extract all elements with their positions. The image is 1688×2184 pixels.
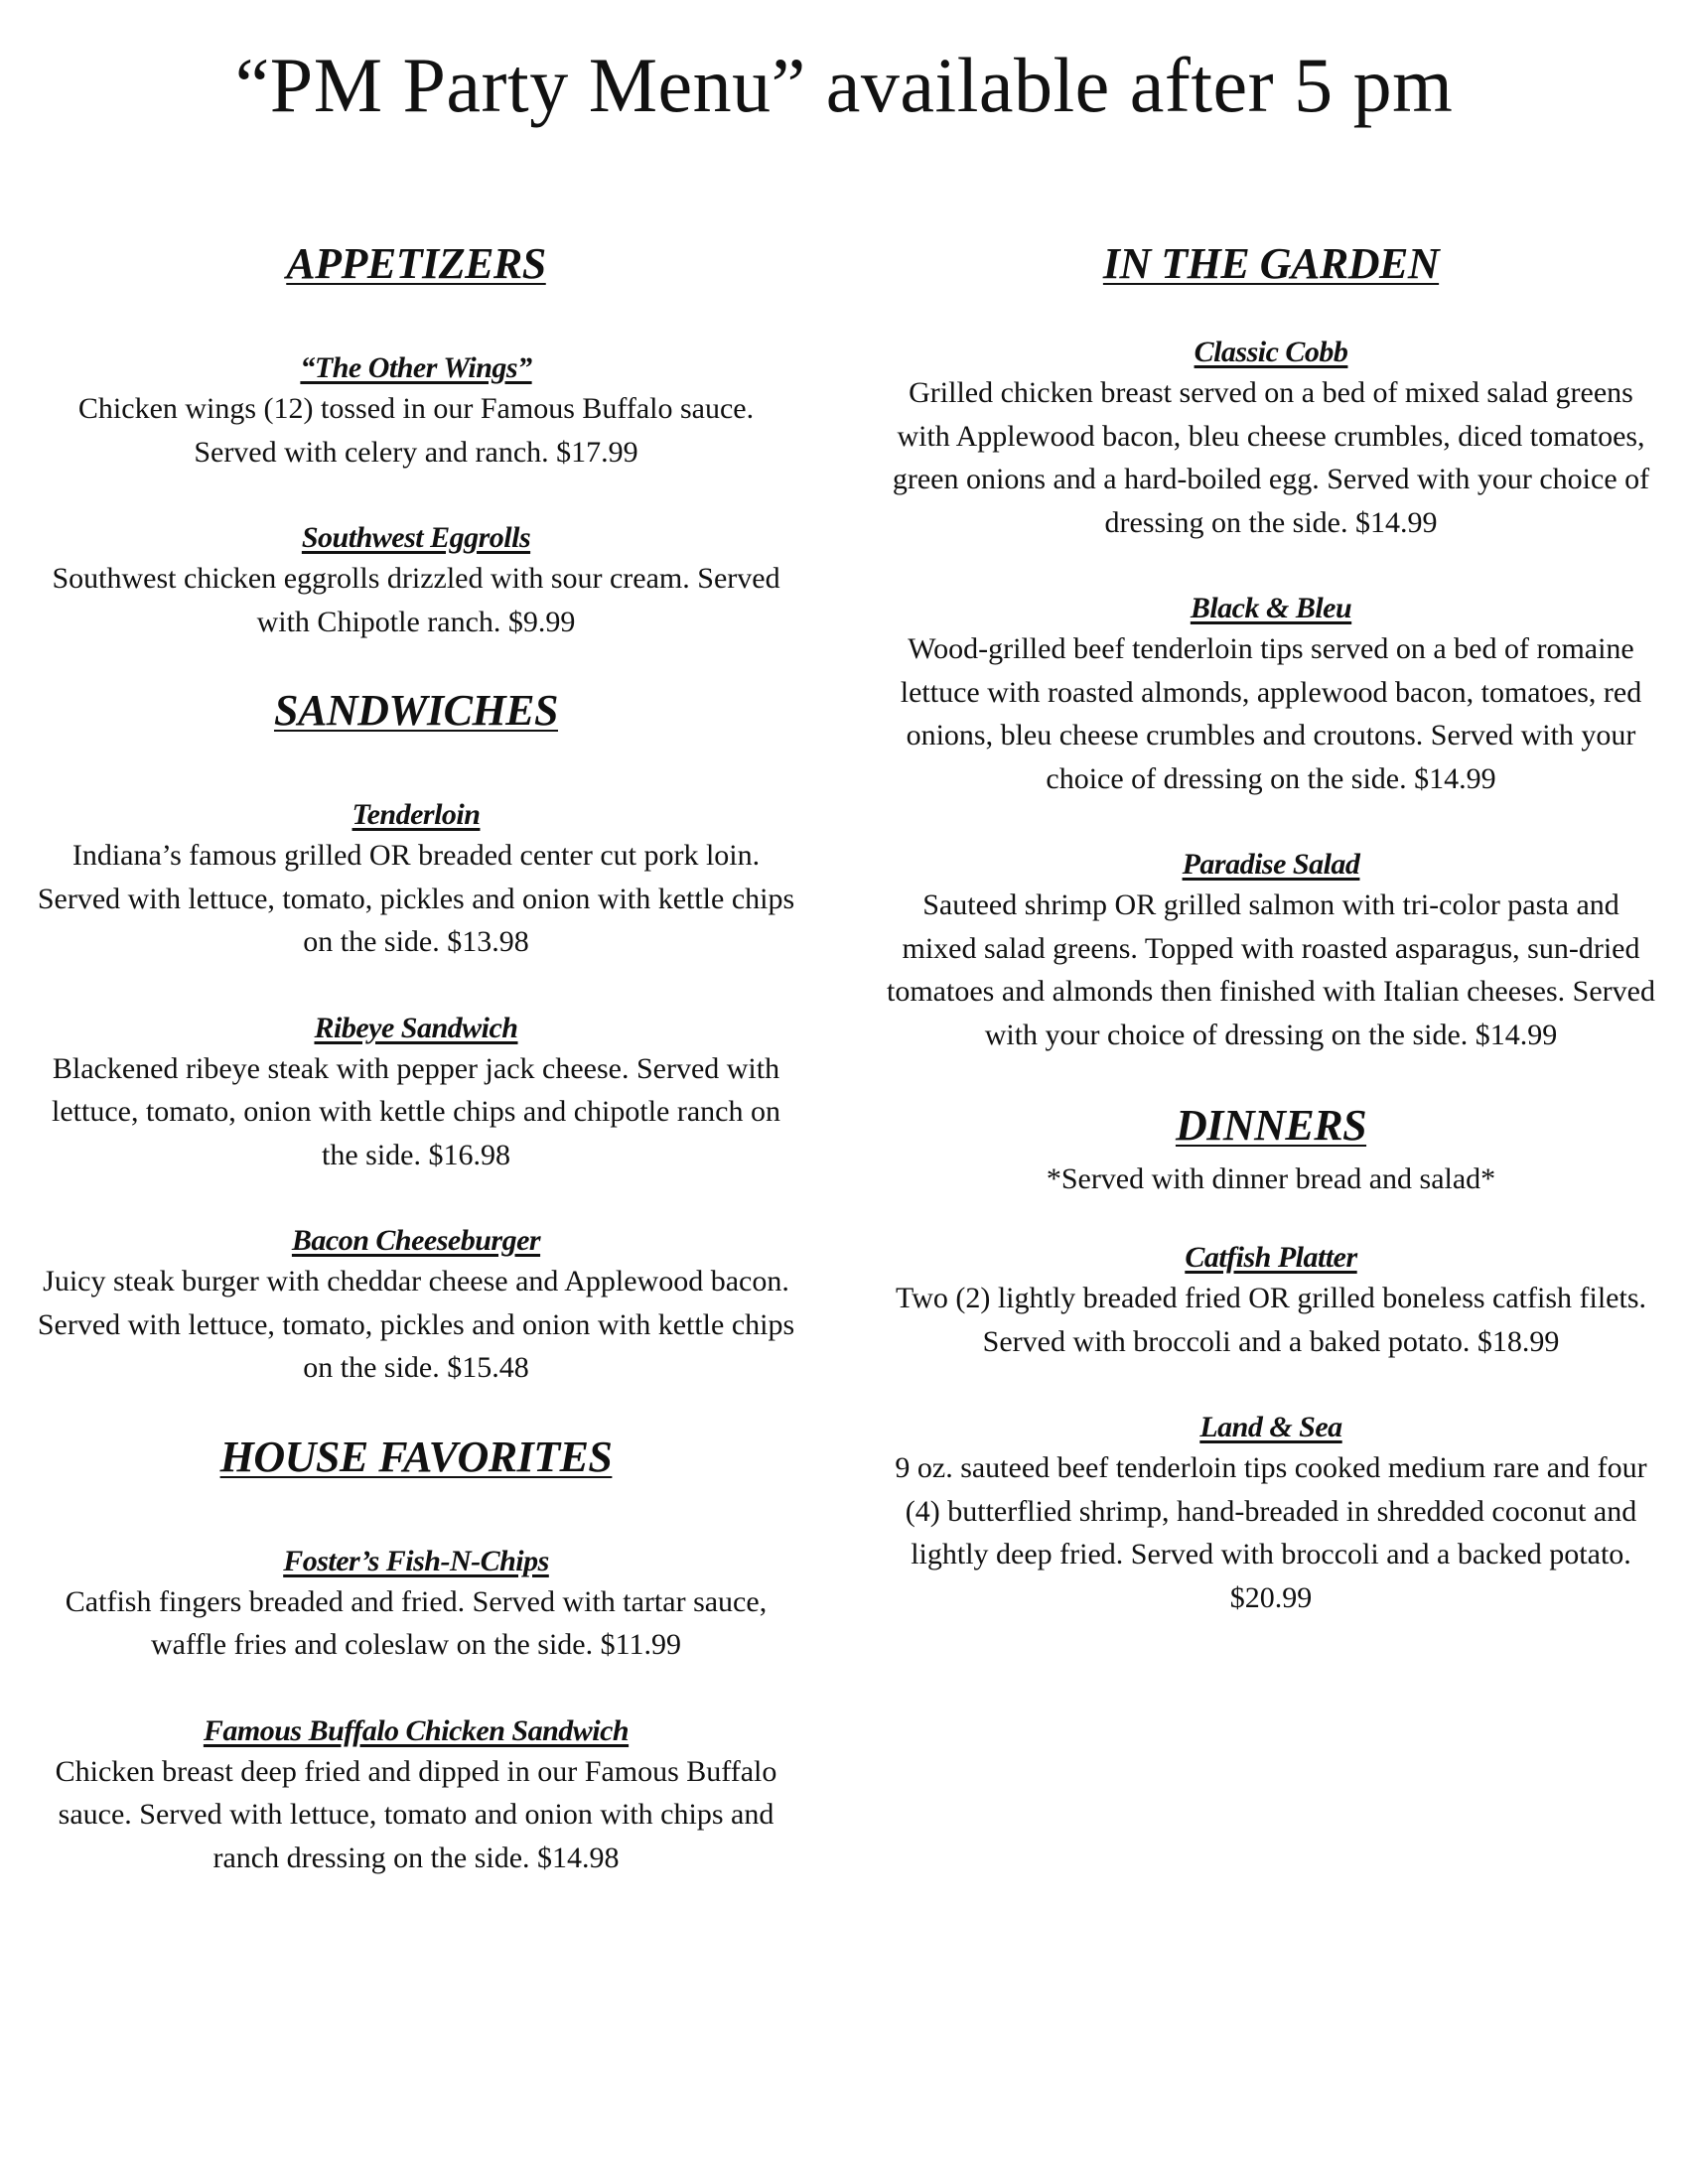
right-column <box>884 236 1658 1619</box>
item-name: Famous Buffalo Chicken Sandwich <box>203 1713 630 1747</box>
item-name: Paradise Salad <box>1182 848 1360 881</box>
item-description: Grilled chicken breast served on a bed of mixed salad greens with Applewood bacon, bleu cheese crumbles, diced tomatoes, green onions and a hard-boiled egg. Served with your choice of dressing on the side. $14.99 <box>892 376 1650 539</box>
page-title: “PM Party Menu” available after 5 pm <box>234 42 1454 128</box>
item-name: Bacon Cheeseburger <box>291 1224 541 1257</box>
section-appetizers <box>36 236 796 643</box>
section-in-the-garden <box>884 236 1658 1056</box>
section-house-favorites <box>36 1430 796 1880</box>
section-sandwiches <box>36 683 796 1390</box>
item-description: Blackened ribeye steak with pepper jack cheese. Served with lettuce, tomato, onion with kettle chips and chipotle ranch on the side. $16.98 <box>52 1051 780 1171</box>
item-description: Chicken breast deep fried and dipped in our Famous Buffalo sauce. Served with lettuce, tomato and onion with chips and ranch dressing on the side. $14.98 <box>55 1754 777 1874</box>
menu-item <box>884 334 1658 544</box>
menu-item <box>884 846 1658 1056</box>
item-name: Tenderloin <box>352 798 481 831</box>
menu-item <box>36 1543 796 1667</box>
menu-item <box>36 349 796 474</box>
section-heading: APPETIZERS <box>286 239 546 288</box>
section-dinners <box>884 1098 1658 1619</box>
item-name: Ribeye Sandwich <box>314 1011 518 1044</box>
menu-item <box>36 1222 796 1390</box>
item-name: Foster’s Fish-N-Chips <box>283 1544 549 1577</box>
item-name: Land & Sea <box>1199 1411 1342 1443</box>
item-description: Wood-grilled beef tenderloin tips served on a bed of romaine lettuce with roasted almonds, applewood bacon, tomatoes, red onions, bleu cheese crumbles and croutons. Served with your choice of dressing on the side. $14.99 <box>900 632 1642 795</box>
menu-item <box>36 1712 796 1880</box>
menu-item <box>36 1010 796 1177</box>
item-description: Two (2) lightly breaded fried OR grilled boneless catfish filets. Served with broccoli and a baked potato. $18.99 <box>895 1282 1647 1358</box>
item-description: 9 oz. sauteed beef tenderloin tips cooked medium rare and four (4) butterflied shrimp, hand-breaded in shredded coconut and lightly deep fried. Served with broccoli and a backed potato. $20.99 <box>895 1451 1647 1614</box>
section-heading: SANDWICHES <box>273 686 558 735</box>
section-heading: IN THE GARDEN <box>1102 239 1440 288</box>
item-name: Black & Bleu <box>1190 592 1352 624</box>
item-description: Catfish fingers breaded and fried. Served with tartar sauce, waffle fries and coleslaw on the side. $11.99 <box>65 1584 768 1661</box>
item-name: Southwest Eggrolls <box>301 521 531 554</box>
menu-item <box>884 1409 1658 1619</box>
item-name: “The Other Wings” <box>300 351 532 384</box>
menu-item <box>36 796 796 964</box>
item-description: Chicken wings (12) tossed in our Famous Buffalo sauce. Served with celery and ranch. $17.99 <box>77 392 755 469</box>
item-name: Classic Cobb <box>1194 336 1348 368</box>
menu-item <box>884 1239 1658 1363</box>
section-note: *Served with dinner bread and salad* <box>1046 1162 1496 1195</box>
item-description: Juicy steak burger with cheddar cheese and Applewood bacon. Served with lettuce, tomato, pickles and onion with kettle chips on the side. $15.48 <box>37 1265 795 1384</box>
item-description: Southwest chicken eggrolls drizzled with sour cream. Served with Chipotle ranch. $9.99 <box>52 562 780 638</box>
item-description: Indiana’s famous grilled OR breaded center cut pork loin. Served with lettuce, tomato, pickles and onion with kettle chips on the side. $13.98 <box>37 839 795 958</box>
item-description: Sauteed shrimp OR grilled salmon with tri-color pasta and mixed salad greens. Topped with roasted asparagus, sun-dried tomatoes and almonds then finished with Italian cheeses. Served with your choice of dressing on the side. $14.99 <box>887 888 1655 1051</box>
section-heading: HOUSE FAVORITES <box>219 1432 613 1481</box>
section-heading: DINNERS <box>1175 1101 1367 1150</box>
menu-item <box>36 519 796 643</box>
menu-item <box>884 590 1658 800</box>
item-name: Catfish Platter <box>1185 1241 1357 1274</box>
left-column <box>36 236 796 1879</box>
